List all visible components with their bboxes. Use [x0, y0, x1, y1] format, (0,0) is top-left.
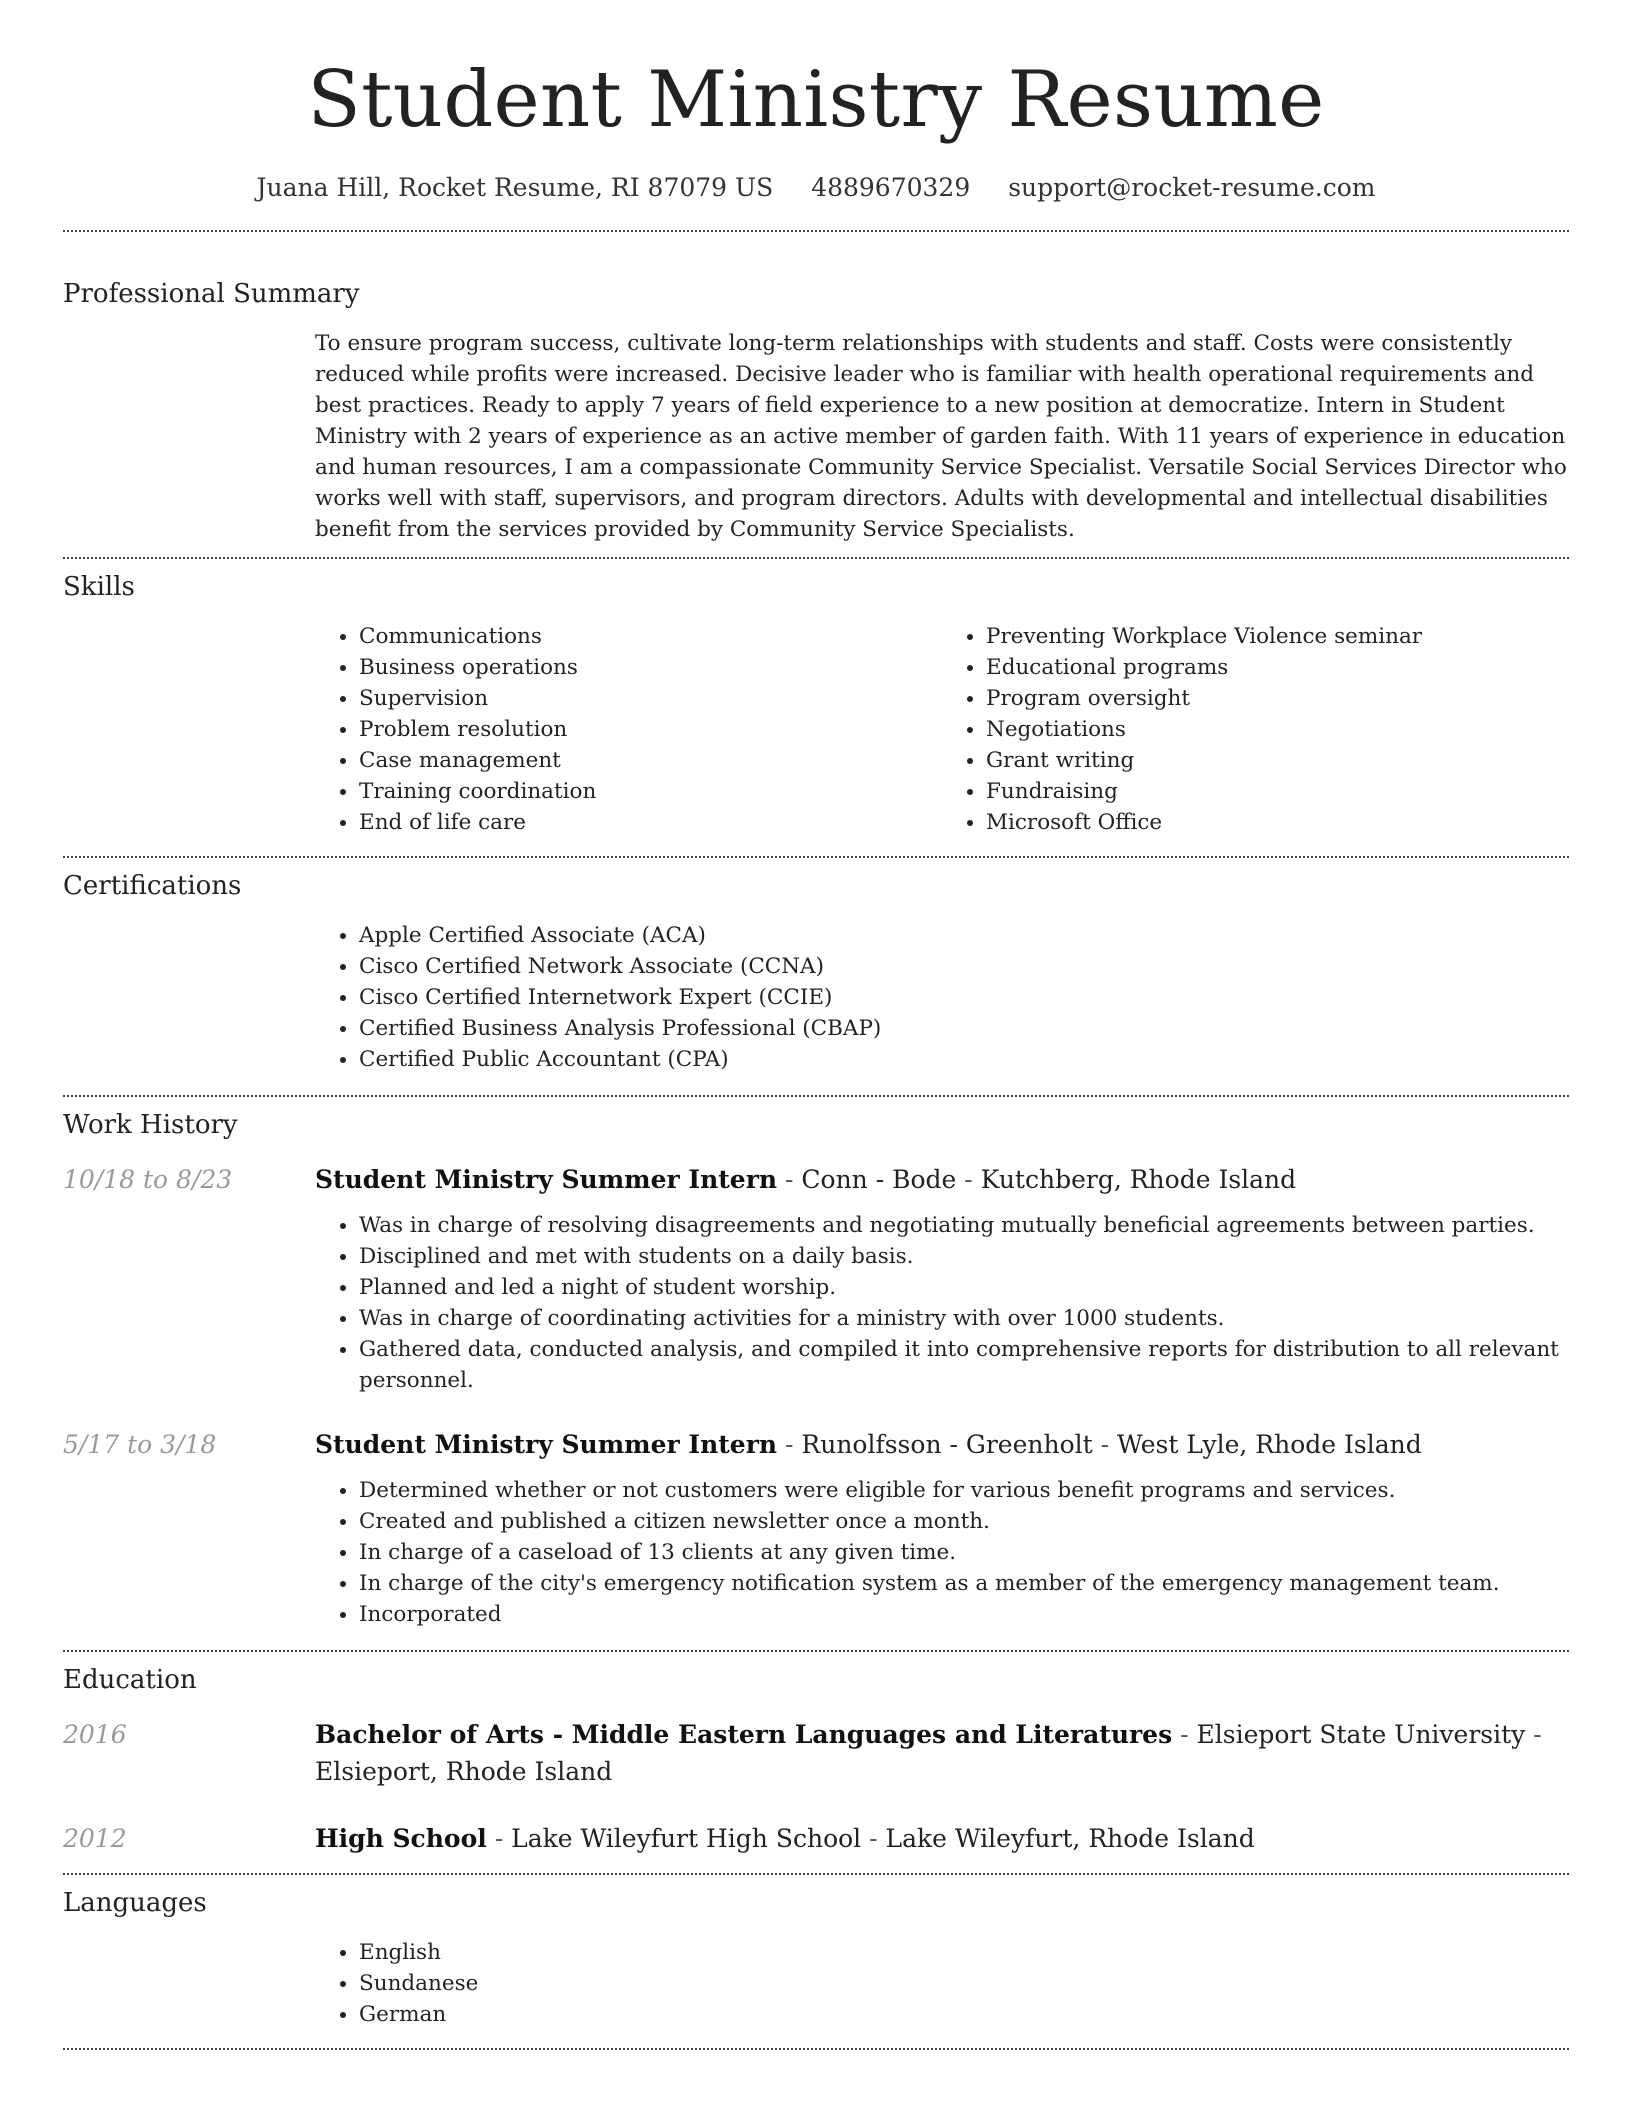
separator: -: [777, 1430, 802, 1459]
certification-item: • Certified Business Analysis Professional (CBAP): [359, 1013, 1569, 1044]
job-duty: • Disciplined and met with students on a daily basis.: [359, 1241, 1569, 1272]
education-entry-body: [315, 1716, 1569, 1790]
resume-page: [63, 0, 1569, 2050]
school-location: Elsieport, Rhode Island: [315, 1757, 613, 1786]
skill-item: • Microsoft Office: [986, 807, 1569, 838]
summary-content: [315, 328, 1569, 545]
separator: -: [1172, 1720, 1197, 1749]
separator: -: [956, 1165, 981, 1194]
separator: -: [1525, 1720, 1542, 1749]
section-label-skills: Skills: [63, 572, 135, 602]
work-entry-heading: [315, 1161, 1569, 1198]
skill-item: • Fundraising: [986, 776, 1569, 807]
education-year: 2016: [63, 1720, 127, 1749]
education-heading: [315, 1716, 1569, 1790]
job-duty: • Gathered data, conducted analysis, and compiled it into comprehensive reports for distribution to all relevant personnel.: [359, 1334, 1569, 1396]
section-label-work-history: Work History: [63, 1110, 238, 1140]
job-duty: • Was in charge of coordinating activities for a ministry with over 1000 students.: [359, 1303, 1569, 1334]
work-entry-body: [315, 1161, 1569, 1396]
contact-email: support@rocket-resume.com: [1008, 173, 1376, 202]
job-duty: • Planned and led a night of student worship.: [359, 1272, 1569, 1303]
skill-item: • Preventing Workplace Violence seminar: [986, 621, 1569, 652]
certification-item: • Cisco Certified Network Associate (CCNA): [359, 951, 1569, 982]
education-entry: [63, 1820, 1569, 1857]
education-entry-body: [315, 1820, 1569, 1857]
education-section: [63, 1652, 1569, 1857]
skills-list-left: [315, 621, 942, 838]
job-duty: • In charge of a caseload of 13 clients at any given time.: [359, 1537, 1569, 1568]
language-item: • English: [359, 1937, 1569, 1968]
job-duty: • Was in charge of resolving disagreements and negotiating mutually beneficial agreements between parties.: [359, 1210, 1569, 1241]
summary-text: To ensure program success, cultivate long-term relationships with students and staff. Costs were consistently reduced while profits were increased. Decisive leader who is familiar with health operational requirements and best practices. Ready to apply 7 years of field experience to a new position at democratize. Intern in Student Ministry with 2 years of experience as an active member of garden faith. With 11 years of experience in education and human resources, I am a compassionate Community Service Specialist. Versatile Social Services Director who works well with staff, supervisors, and program directors. Adults with developmental and intellectual disabilities benefit from the services provided by Community Service Specialists.: [315, 331, 1567, 542]
degree: Bachelor of Arts - Middle Eastern Languages and Literatures: [315, 1720, 1173, 1749]
skill-item: • End of life care: [359, 807, 942, 838]
skill-item: • Training coordination: [359, 776, 942, 807]
skill-item: • Supervision: [359, 683, 942, 714]
job-duties-list: [315, 1210, 1569, 1396]
skills-list-right: [942, 621, 1569, 838]
skill-item: • Grant writing: [986, 745, 1569, 776]
job-title: Student Ministry Summer Intern: [315, 1430, 778, 1459]
work-entry: [63, 1426, 1569, 1630]
skill-item: • Case management: [359, 745, 942, 776]
job-duty: • In charge of the city's emergency notification system as a member of the emergency management team.: [359, 1568, 1569, 1599]
skill-item: • Negotiations: [986, 714, 1569, 745]
job-location: Kutchberg, Rhode Island: [980, 1165, 1297, 1194]
education-year: 2012: [63, 1824, 127, 1853]
skills-section: [63, 559, 1569, 838]
work-entry-heading: [315, 1426, 1569, 1463]
work-dates: 10/18 to 8/23: [63, 1165, 233, 1194]
languages-content: [315, 1937, 1569, 2030]
skill-item: • Problem resolution: [359, 714, 942, 745]
section-label-summary: Professional Summary: [63, 279, 360, 309]
job-duty: • Determined whether or not customers were eligible for various benefit programs and services.: [359, 1475, 1569, 1506]
skill-item: • Program oversight: [986, 683, 1569, 714]
certification-item: • Apple Certified Associate (ACA): [359, 920, 1569, 951]
contact-address: Juana Hill, Rocket Resume, RI 87079 US: [256, 173, 774, 202]
section-label-certifications: Certifications: [63, 871, 242, 901]
work-dates: 5/17 to 3/18: [63, 1430, 217, 1459]
certifications-list: [315, 920, 1569, 1075]
skill-item: • Educational programs: [986, 652, 1569, 683]
work-entry-body: [315, 1426, 1569, 1630]
languages-section: [63, 1875, 1569, 2030]
certifications-section: [63, 858, 1569, 1075]
work-history-section: [63, 1097, 1569, 1630]
resume-title: Student Ministry Resume: [307, 55, 1325, 145]
separator: -: [1092, 1430, 1118, 1459]
certification-item: • Cisco Certified Internetwork Expert (CCIE): [359, 982, 1569, 1013]
skill-item: • Business operations: [359, 652, 942, 683]
education-entry: [63, 1716, 1569, 1790]
certification-item: • Certified Public Accountant (CPA): [359, 1044, 1569, 1075]
skill-item: • Communications: [359, 621, 942, 652]
skills-content: [315, 621, 1569, 838]
section-label-education: Education: [63, 1665, 197, 1695]
section-label-languages: Languages: [63, 1888, 207, 1918]
language-item: • Sundanese: [359, 1968, 1569, 1999]
job-duty: • Incorporated: [359, 1599, 1569, 1630]
education-heading: [315, 1820, 1569, 1857]
job-title: Student Ministry Summer Intern: [315, 1165, 778, 1194]
summary-section: [63, 232, 1569, 545]
job-location: West Lyle, Rhode Island: [1117, 1430, 1422, 1459]
separator: -: [861, 1824, 886, 1853]
work-entry: [63, 1161, 1569, 1396]
languages-list: [315, 1937, 1569, 2030]
job-company: Runolfsson - Greenholt: [801, 1430, 1093, 1459]
separator: -: [486, 1824, 512, 1853]
degree: High School: [315, 1824, 487, 1853]
school-name: Lake Wileyfurt High School: [511, 1824, 862, 1853]
job-company: Conn - Bode: [801, 1165, 957, 1194]
job-duty: • Created and published a citizen newsletter once a month.: [359, 1506, 1569, 1537]
school-name: Elsieport State University: [1196, 1720, 1526, 1749]
language-item: • German: [359, 1999, 1569, 2030]
job-duties-list: [315, 1475, 1569, 1630]
separator: -: [777, 1165, 802, 1194]
section-divider: [63, 2048, 1569, 2050]
certifications-content: [315, 920, 1569, 1075]
contact-line: [63, 168, 1569, 208]
school-location: Lake Wileyfurt, Rhode Island: [885, 1824, 1255, 1853]
contact-phone: 4889670329: [811, 173, 971, 202]
